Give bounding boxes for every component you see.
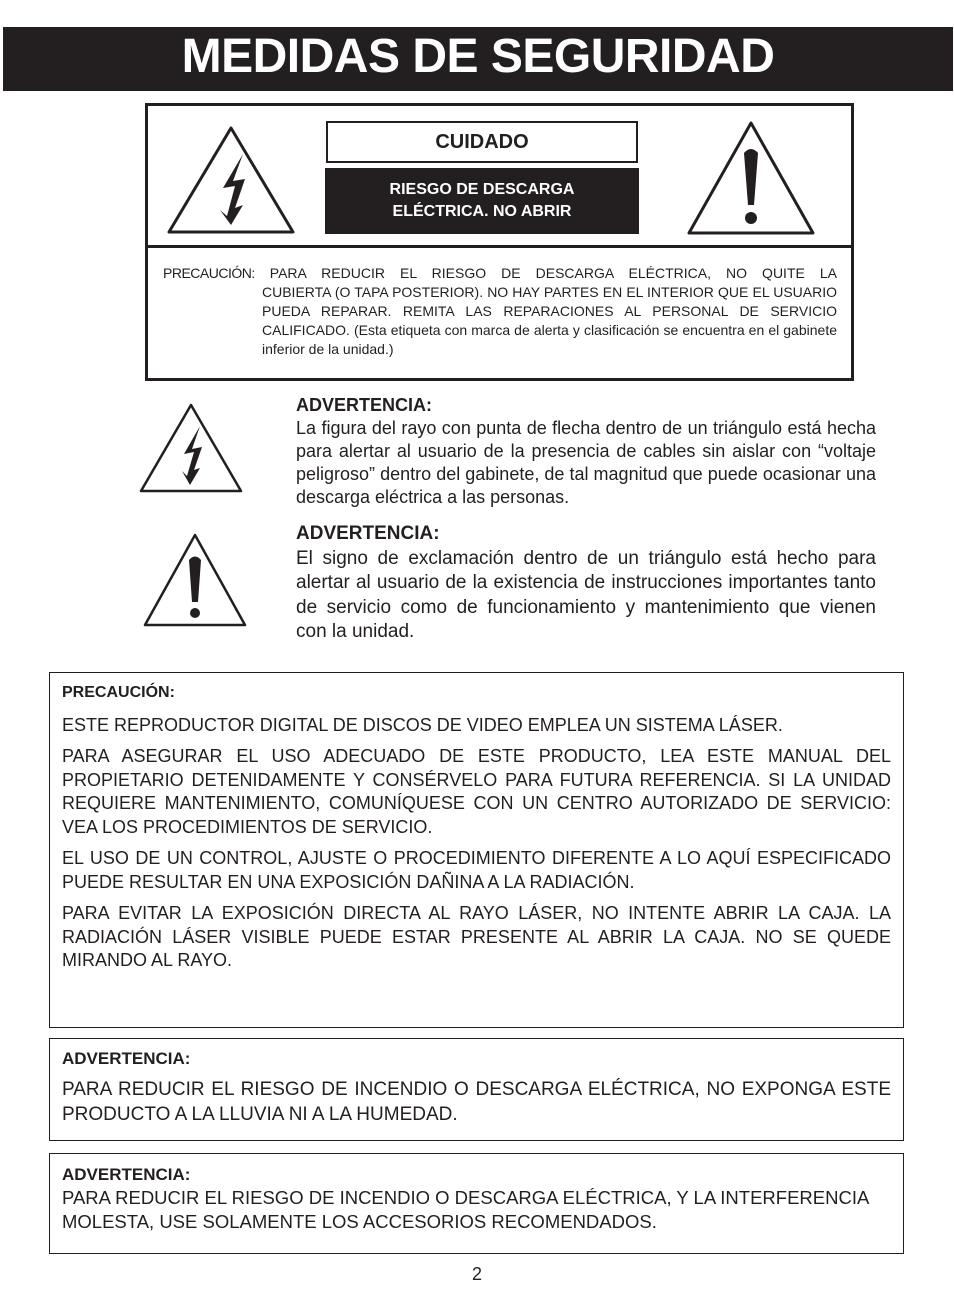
page-title: MEDIDAS DE SEGURIDAD <box>181 30 775 83</box>
laser-caution-p4: PARA EVITAR LA EXPOSICIÓN DIRECTA AL RAYO LÁSER, NO INTENTE ABRIR LA CAJA. LA RADIACIÓN LÁSER VISIBLE PUEDE ESTAR PRESENTE AL ABRIR LA CAJA. NO SE QUEDE MIRANDO AL RAYO. <box>62 903 891 970</box>
label-caution-line-1: PARA REDUCIR EL RIESGO DE DESCARGA ELÉCTRICA, NO QUITE LA <box>269 265 838 281</box>
laser-caution-p3: EL USO DE UN CONTROL, AJUSTE O PROCEDIMIENTO DIFERENTE A LO AQUÍ ESPECIFICADO PUEDE RESULTAR EN UNA EXPOSICIÓN DAÑINA A LA RADIACIÓN. <box>62 848 891 892</box>
laser-caution-p1: ESTE REPRODUCTOR DIGITAL DE DISCOS DE VIDEO EMPLEA UN SISTEMA LÁSER. <box>62 714 783 735</box>
label-caution-text <box>163 264 837 359</box>
exclamation-warning <box>296 522 876 645</box>
label-caution-heading: PRECAUCIÓN: <box>163 265 255 281</box>
label-divider <box>148 245 851 248</box>
lightning-triangle-icon <box>138 402 244 494</box>
laser-caution-box <box>49 672 904 1028</box>
shock-risk-line-1: RIESGO DE DESCARGA <box>389 181 575 198</box>
accessories-warning-heading: ADVERTENCIA: <box>62 1165 191 1184</box>
exclamation-triangle-icon <box>142 532 248 628</box>
page-number: 2 <box>471 1264 482 1284</box>
label-caution-body: CUBIERTA (O TAPA POSTERIOR). NO HAY PARTES EN EL INTERIOR QUE EL USUARIO PUEDA REPARAR. REMITA LAS REPARACIONES AL PERSONAL DE SERVICIO CALIFICADO. (Esta etiqueta con marca de alerta y clasificación se encuentra en el gabinete inferior de la unidad.) <box>262 284 837 357</box>
lightning-warning <box>296 394 876 509</box>
label-caution-first-line <box>163 264 837 283</box>
cuidado-label: CUIDADO <box>326 121 638 163</box>
rain-warning-text: PARA REDUCIR EL RIESGO DE INCENDIO O DESCARGA ELÉCTRICA, NO EXPONGA ESTE PRODUCTO A LA LLUVIA NI A LA HUMEDAD. <box>62 1078 891 1125</box>
laser-caution-heading: PRECAUCIÓN: <box>62 684 175 701</box>
lightning-warning-text: La figura del rayo con punta de flecha dentro de un triángulo está hecha para alertar al usuario de la presencia de cables sin aislar con “voltaje peligroso” dentro del gabinete, de tal magnitud que puede ocasionar una descarga eléctrica a las personas. <box>296 418 876 507</box>
exclamation-warning-heading: ADVERTENCIA: <box>296 523 440 544</box>
lightning-warning-heading: ADVERTENCIA: <box>296 395 433 415</box>
title-bar <box>3 27 953 91</box>
accessories-warning-box <box>49 1153 904 1254</box>
accessories-warning-text: PARA REDUCIR EL RIESGO DE INCENDIO O DESCARGA ELÉCTRICA, Y LA INTERFERENCIA MOLESTA, USE SOLAMENTE LOS ACCESORIOS RECOMENDADOS. <box>62 1187 869 1232</box>
lightning-triangle-icon <box>165 124 297 236</box>
exclamation-triangle-icon <box>685 119 817 237</box>
rain-warning-heading: ADVERTENCIA: <box>62 1049 191 1068</box>
rain-warning-box <box>49 1038 904 1141</box>
shock-risk-label <box>325 168 639 234</box>
shock-risk-line-2: ELÉCTRICA. NO ABRIR <box>392 203 572 220</box>
warning-label-box <box>145 103 854 381</box>
exclamation-warning-text: El signo de exclamación dentro de un triángulo está hecho para alertar al usuario de la existencia de instrucciones importantes tanto de servicio como de funcionamiento y mantenimiento que vienen con la unidad. <box>296 547 876 642</box>
laser-caution-p2: PARA ASEGURAR EL USO ADECUADO DE ESTE PRODUCTO, LEA ESTE MANUAL DEL PROPIETARIO DETENIDAMENTE Y CONSÉRVELO PARA FUTURA REFERENCIA. SI LA UNIDAD REQUIERE MANTENIMIENTO, COMUNÍQUESE CON UN CENTRO AUTORIZADO DE SERVICIO: VEA LOS PROCEDIMIENTOS DE SERVICIO. <box>62 746 891 837</box>
